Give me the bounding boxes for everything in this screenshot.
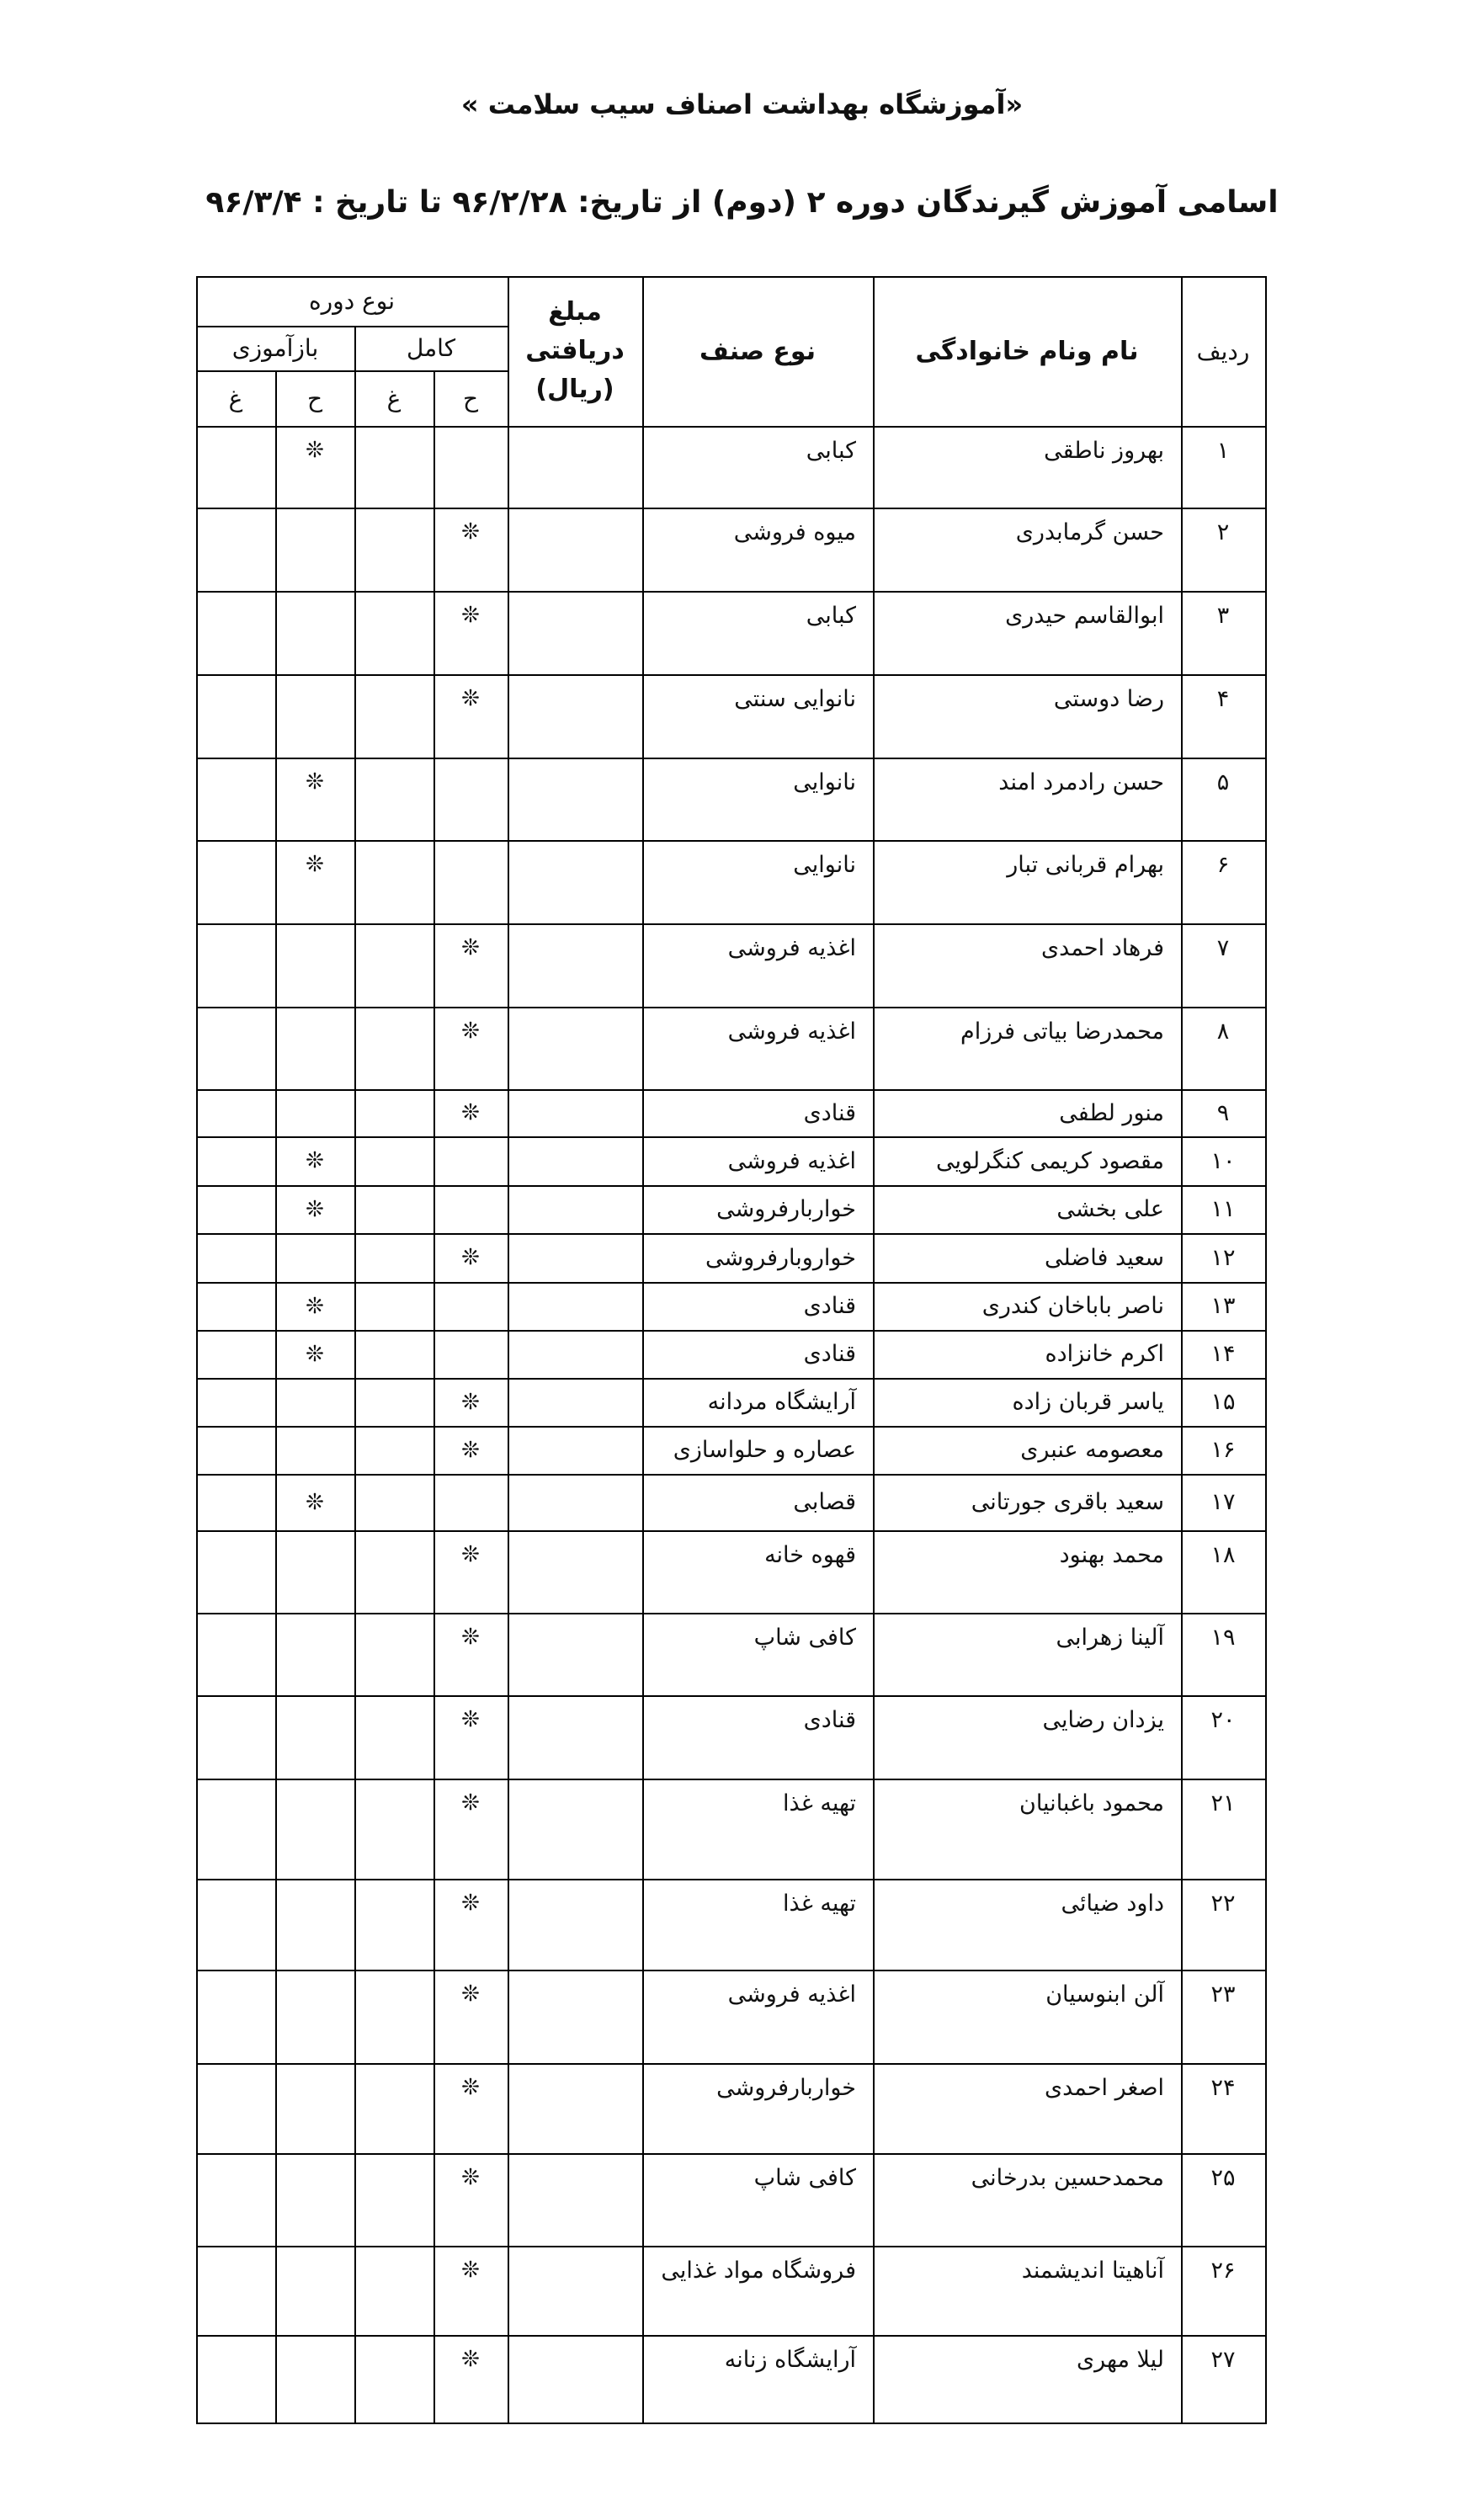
row-name: علی بخشی	[1056, 1196, 1164, 1222]
row-number: ۱۰	[1210, 1147, 1236, 1174]
course-mark: ❊	[461, 2347, 480, 2372]
row-trade: قهوه خانه	[764, 1542, 856, 1568]
row-trade: میوه فروشی	[733, 519, 856, 545]
row-trade: قنادی	[803, 1707, 856, 1733]
row-trade: قصابی	[793, 1489, 856, 1515]
row-trade: اغذیه فروشی	[727, 1018, 856, 1045]
row-name: یاسر قربان زاده	[1012, 1389, 1164, 1415]
header-full-h: ح	[462, 384, 479, 412]
header-trade: نوع صنف	[699, 336, 816, 366]
header-refresher-h: ح	[306, 384, 323, 412]
row-number: ۲۳	[1210, 1981, 1236, 2008]
course-mark: ❊	[461, 2075, 480, 2100]
row-number: ۲۵	[1210, 2165, 1236, 2191]
row-trade: آرایشگاه زنانه	[724, 2347, 856, 2373]
course-mark: ❊	[306, 1196, 324, 1222]
row-name: مقصود کریمی کنگرلویی	[935, 1147, 1164, 1174]
row-trade: نانوایی سنتی	[734, 686, 856, 712]
row-number: ۱۹	[1210, 1625, 1236, 1651]
row-number: ۳	[1216, 603, 1230, 629]
course-mark: ❊	[461, 1389, 480, 1415]
row-name: منور لطفی	[1059, 1099, 1164, 1126]
row-number: ۶	[1216, 852, 1230, 878]
course-mark: ❊	[306, 1341, 324, 1367]
course-mark: ❊	[461, 1437, 480, 1463]
row-trade: عصاره و حلواسازی	[673, 1437, 856, 1463]
row-number: ۱۳	[1210, 1293, 1236, 1319]
row-name: محمدحسین بدرخانی	[971, 2165, 1164, 2191]
row-name: داود ضیائی	[1061, 1891, 1164, 1917]
row-trade: تهیه غذا	[783, 1790, 856, 1816]
row-trade: کبابی	[806, 603, 856, 629]
row-trade: فروشگاه مواد غذایی	[661, 2258, 856, 2284]
row-number: ۲۷	[1210, 2347, 1236, 2373]
row-number: ۲	[1216, 519, 1230, 545]
row-trade: خواربارفروشی	[716, 1196, 856, 1222]
course-mark: ❊	[461, 2258, 480, 2283]
row-name: ابوالقاسم حیدری	[1005, 603, 1164, 629]
course-mark: ❊	[461, 1245, 480, 1270]
row-name: سعید فاضلی	[1044, 1244, 1164, 1271]
row-number: ۱۲	[1210, 1244, 1236, 1271]
row-trade: کافی شاپ	[753, 2165, 856, 2191]
row-name: بهروز ناطقی	[1044, 438, 1164, 464]
column-divider	[275, 370, 277, 2424]
row-name: حسن گرمابدری	[1015, 519, 1164, 545]
row-number: ۷	[1216, 935, 1230, 961]
row-number: ۹	[1216, 1099, 1230, 1126]
header-full: کامل	[406, 334, 456, 362]
course-mark: ❊	[461, 1891, 480, 1916]
row-number: ۱۶	[1210, 1437, 1236, 1463]
row-trade: خواربارفروشی	[716, 2075, 856, 2101]
page-subtitle: اسامی آموزش گیرندگان دوره ۲ (دوم) از تاریخ: ۹۶/۲/۲۸ تا تاریخ : ۹۶/۳/۴	[205, 185, 1279, 220]
row-number: ۲۱	[1210, 1790, 1236, 1816]
course-mark: ❊	[461, 1100, 480, 1125]
row-name: فرهاد احمدی	[1041, 935, 1164, 961]
row-trade: نانوایی	[793, 769, 856, 795]
row-trade: خوارو‌بارفروشی	[705, 1244, 856, 1271]
column-divider	[508, 276, 509, 2424]
course-mark: ❊	[306, 438, 324, 463]
course-mark: ❊	[461, 686, 480, 711]
row-name: یزدان رضایی	[1042, 1707, 1164, 1733]
row-trade: اغذیه فروشی	[727, 1147, 856, 1174]
row-name: آلن ابنوسیان	[1045, 1981, 1164, 2008]
header-full-gh: غ	[386, 384, 402, 412]
page-title: «آموزشگاه بهداشت اصناف سیب سلامت »	[460, 88, 1024, 120]
header-amount: مبلغ دریافتی (ریال)	[525, 297, 625, 404]
row-trade: کبابی	[806, 438, 856, 464]
header-name: نام ونام خانوادگی	[915, 336, 1139, 366]
row-name: سعید باقری جورتانی	[971, 1489, 1164, 1515]
column-divider	[1265, 276, 1267, 2424]
row-number: ۵	[1216, 769, 1230, 795]
row-trade: اغذیه فروشی	[727, 1981, 856, 2008]
row-name: محمد بهنود	[1059, 1542, 1164, 1568]
row-name: آناهیتا اندیشمند	[1021, 2258, 1164, 2284]
course-mark: ❊	[461, 1542, 480, 1567]
row-number: ۴	[1216, 686, 1230, 712]
row-trade: آرایشگاه مردانه	[707, 1389, 856, 1415]
row-trade: اغذیه فروشی	[727, 935, 856, 961]
row-name: بهرام قربانی تبار	[1007, 852, 1164, 878]
row-name: حسن رادمرد امند	[998, 769, 1164, 795]
row-trade: نانوایی	[793, 852, 856, 878]
course-mark: ❊	[461, 1018, 480, 1044]
row-name: معصومه عنبری	[1020, 1437, 1164, 1463]
row-name: آلینا زهرابی	[1056, 1625, 1164, 1651]
row-trade: قنادی	[803, 1341, 856, 1367]
course-mark: ❊	[461, 1707, 480, 1732]
course-mark: ❊	[461, 1981, 480, 2007]
course-mark: ❊	[461, 1625, 480, 1650]
course-mark: ❊	[461, 1790, 480, 1816]
row-name: ناصر باباخان کندری	[981, 1293, 1164, 1319]
course-mark: ❊	[306, 1489, 324, 1515]
column-divider	[354, 326, 356, 2424]
course-mark: ❊	[306, 852, 324, 877]
row-number: ۲۶	[1210, 2258, 1236, 2284]
row-number: ۱۱	[1210, 1196, 1236, 1222]
row-name: رضا دوستی	[1053, 686, 1164, 712]
course-mark: ❊	[306, 1293, 324, 1319]
row-number: ۲۲	[1210, 1891, 1236, 1917]
row-name: لیلا مهری	[1076, 2347, 1164, 2373]
course-mark: ❊	[461, 603, 480, 628]
row-trade: تهیه غذا	[783, 1891, 856, 1917]
header-refresher: بازآموزی	[231, 334, 319, 362]
row-number: ۱۴	[1210, 1341, 1236, 1367]
header-course-type: نوع دوره	[308, 287, 396, 315]
header-row-number: ردیف	[1196, 337, 1250, 365]
row-name: محمدرضا بیاتی فرزام	[960, 1018, 1164, 1045]
course-mark: ❊	[461, 2165, 480, 2190]
row-name: محمود باغبانیان	[1019, 1790, 1164, 1816]
course-mark: ❊	[306, 1148, 324, 1173]
course-mark: ❊	[461, 935, 480, 960]
row-divider	[196, 2423, 1265, 2424]
course-mark: ❊	[461, 519, 480, 545]
row-trade: کافی شاپ	[753, 1625, 856, 1651]
row-trade: قنادی	[803, 1099, 856, 1126]
column-divider	[196, 276, 198, 2424]
row-number: ۲۰	[1210, 1707, 1236, 1733]
row-number: ۱۷	[1210, 1489, 1236, 1515]
row-number: ۱۸	[1210, 1542, 1236, 1568]
row-name: اصغر احمدی	[1044, 2075, 1164, 2101]
row-trade: قنادی	[803, 1293, 856, 1319]
row-number: ۱	[1216, 438, 1230, 464]
row-number: ۲۴	[1210, 2075, 1236, 2101]
row-number: ۸	[1216, 1018, 1230, 1045]
course-mark: ❊	[306, 769, 324, 795]
header-refresher-gh: غ	[228, 384, 243, 412]
row-number: ۱۵	[1210, 1389, 1236, 1415]
row-name: اکرم خانزاده	[1045, 1341, 1164, 1367]
